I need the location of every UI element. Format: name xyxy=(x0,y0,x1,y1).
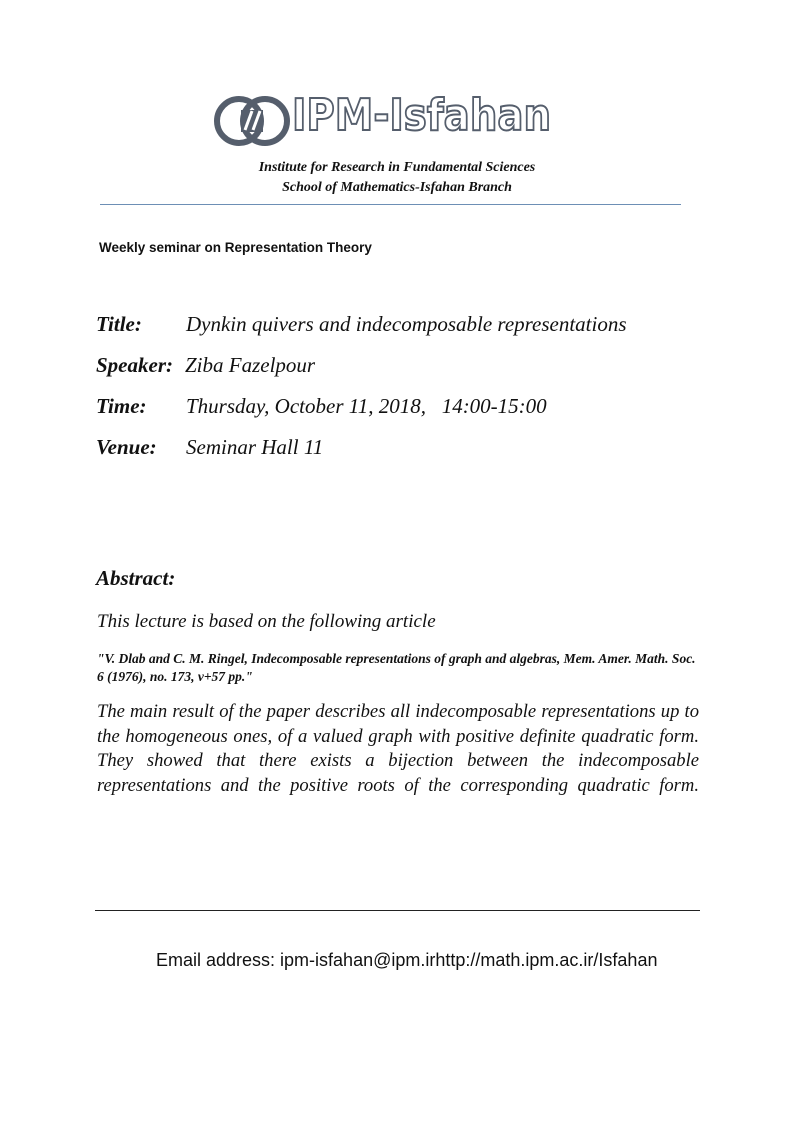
institute-name: Institute for Research in Fundamental Sciences xyxy=(258,160,536,175)
speaker-label: Speaker: xyxy=(96,353,173,377)
ipm-logo-mark-icon xyxy=(214,96,290,146)
speaker-name: Ziba Fazelpour xyxy=(185,353,316,377)
venue-label: Venue: xyxy=(96,435,157,459)
logo-text: IPM-Isfahan xyxy=(292,90,552,141)
article-reference: "V. Dlab and C. M. Ringel, Indecomposable representations of graph and algebras, Mem. Amer. Math. Soc. 6 (1976), no. 173, v+57 pp." xyxy=(97,651,696,684)
contact-email: Email address: ipm-isfahan@ipm.irhttp://math.ipm.ac.ir/Isfahan xyxy=(156,950,658,970)
time-label: Time: xyxy=(96,394,147,418)
ipm-isfahan-logo xyxy=(214,90,586,148)
talk-time: Thursday, October 11, 2018, 14:00-15:00 xyxy=(186,394,547,418)
abstract-heading: Abstract: xyxy=(96,566,176,590)
header-divider xyxy=(100,204,681,205)
seminar-series: Weekly seminar on Representation Theory xyxy=(99,240,372,255)
title-label: Title: xyxy=(96,312,142,336)
footer-divider xyxy=(95,910,700,911)
school-name: School of Mathematics-Isfahan Branch xyxy=(282,180,512,195)
talk-title: Dynkin quivers and indecomposable representations xyxy=(186,312,627,336)
abstract-intro: This lecture is based on the following article xyxy=(97,611,436,632)
abstract-body: The main result of the paper describes all indecomposable representations up to the homogeneous ones, of a valued graph with positive definite quadratic form. They showed that there exists a bijection between the indecomposable representations and the positive roots of the corresponding quadratic form. xyxy=(97,701,699,796)
talk-venue: Seminar Hall 11 xyxy=(186,435,324,459)
